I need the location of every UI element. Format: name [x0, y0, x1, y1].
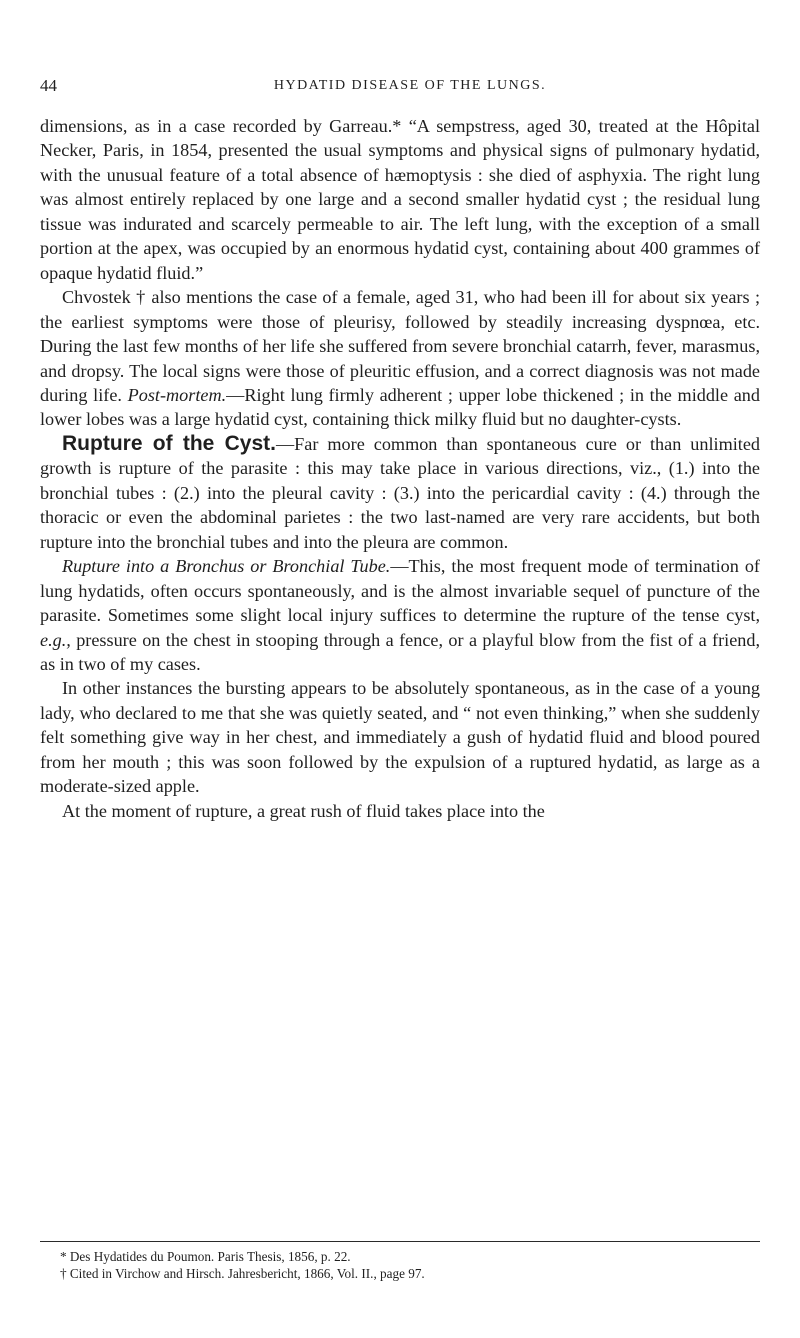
post-mortem-label: Post-mortem. — [127, 384, 227, 405]
body-text — [40, 114, 760, 823]
page-number: 44 — [40, 76, 57, 95]
running-head: HYDATID DISEASE OF THE LUNGS. — [273, 78, 547, 93]
rupture-text: —Far more common than spontaneous cure or than unlimited growth is rupture of the parasite : this may take place in various directions, viz., (1.) into the bronchial tubes : (2.) into the pleural cavity : (3.) into the pericardial cavity : (4.) through the thoracic or even the abdominal parietes : the two last-named are very rare accidents, but both rupture into the bronchial tubes and into the pleura are common. — [40, 433, 760, 552]
paragraph-chvostek-case — [40, 285, 760, 432]
eg-abbrev: e.g., — [40, 629, 71, 650]
bronchus-text-b: pressure on the chest in stooping through a fence, or a playful blow from the fist of a friend, as in two of my cases. — [40, 629, 760, 674]
paragraph-rupture — [40, 432, 760, 554]
paragraph-bronchus — [40, 554, 760, 676]
chvostek-text-b: —Right lung firmly adherent ; upper lobe thickened ; in the middle and lower lobes was a large hydatid cyst, containing thick milky fluid but no daughter-cysts. — [40, 384, 760, 430]
paragraph-moment-of-rupture: At the moment of rupture, a great rush of fluid takes place into the — [62, 800, 545, 821]
subsection-heading: Rupture into a Bronchus or Bronchial Tube. — [62, 556, 391, 577]
chvostek-text-a: Chvostek † also mentions the case of a female, aged 31, who had been ill for about six years ; the earliest symptoms were those of pleurisy, followed by steadily increasing dyspnœa, etc. During the last few months of her life she suffered from severe bronchial catarrh, fever, marasmus, and dropsy. The local signs were those of pleuritic effusion, and a correct diagnosis was not made during life. — [40, 287, 760, 405]
section-heading: Rupture of the Cyst. — [62, 431, 276, 455]
footnote-chvostek: † Cited in Virchow and Hirsch. Jahresbericht, 1866, Vol. II., page 97. — [60, 1266, 425, 1281]
footnote-garreau: * Des Hydatides du Poumon. Paris Thesis, 1856, p. 22. — [60, 1249, 351, 1264]
bronchus-text-a: —This, the most frequent mode of termination of lung hydatids, often occurs spontaneously, and is the almost invariable sequel of puncture of the parasite. Sometimes some slight local injury suffices to determine the rupture of the tense cyst, — [40, 556, 760, 626]
paragraph-spontaneous: In other instances the bursting appears to be absolutely spontaneous, as in the case of a young lady, who declared to me that she was quietly seated, and “ not even thinking,” when she suddenly felt something give way in her chest, and immediately a gush of hydatid fluid and blood poured from her mouth ; this was soon followed by the expulsion of a ruptured hydatid, as large as a moderate-sized apple. — [40, 678, 760, 797]
paragraph-garreau-case: dimensions, as in a case recorded by Garreau.* “A sempstress, aged 30, treated at the Hôpital Necker, Paris, in 1854, presented the usual symptoms and physical signs of pulmonary hydatid, with the unusual feature of a total absence of hæmoptysis : she died of asphyxia. The right lung was almost entirely replaced by one large and a second smaller hydatid cyst ; the residual lung tissue was indurated and scarcely permeable to air. The left lung, with the exception of a small portion at the apex, was occupied by an enormous hydatid cyst, containing about 400 grammes of opaque hydatid fluid.” — [40, 116, 760, 283]
footnotes — [60, 1248, 760, 1282]
footnote-rule — [40, 1241, 760, 1242]
